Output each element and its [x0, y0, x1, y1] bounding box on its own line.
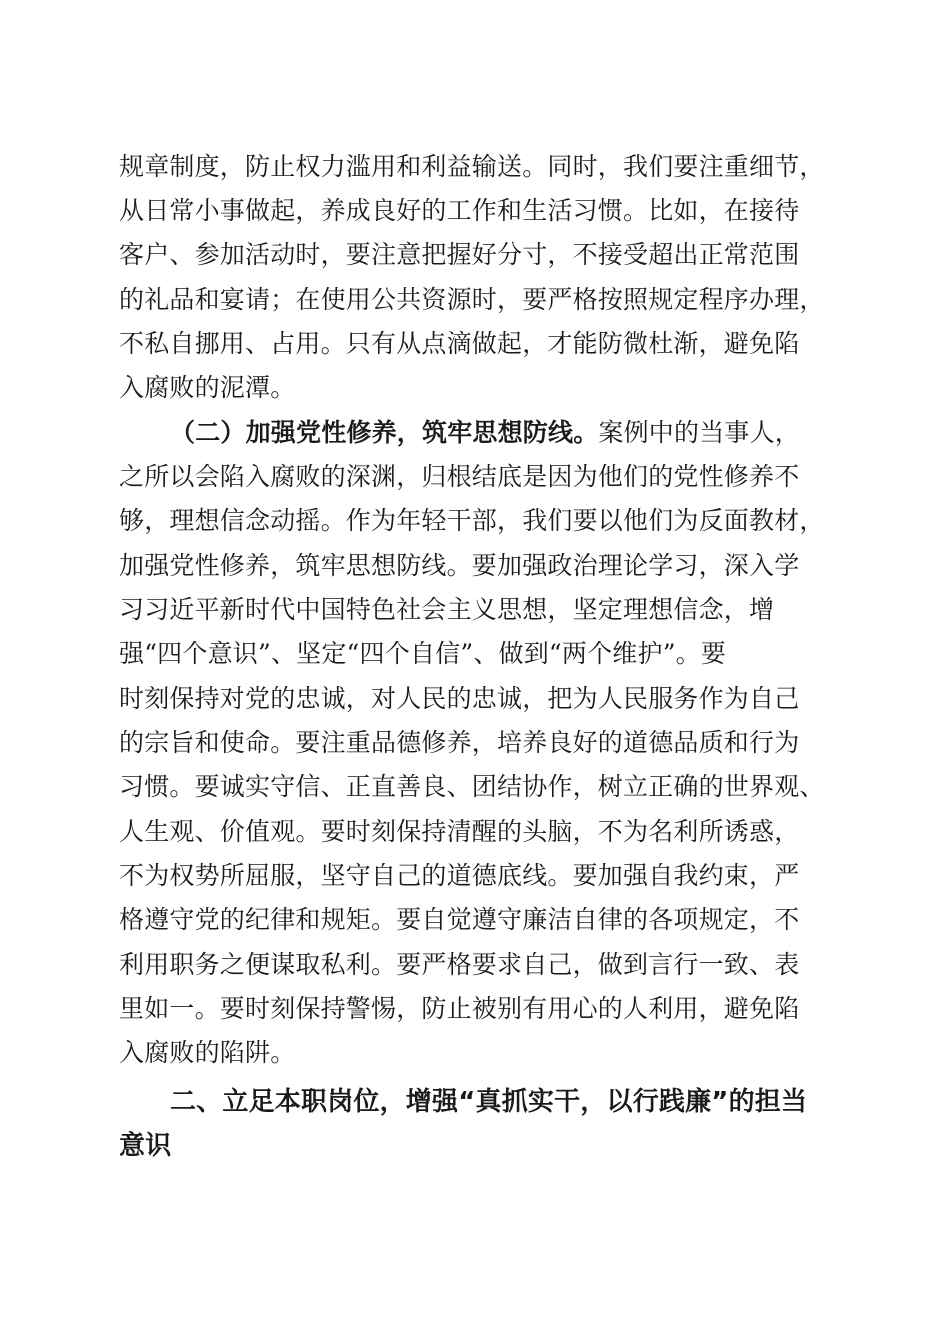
section-heading-line: 意识	[119, 1131, 172, 1161]
paragraph-line: 习惯。要诚实守信、正直善良、团结协作，树立正确的世界观、	[119, 772, 825, 801]
paragraph-line: 的礼品和宴请；在使用公共资源时，要严格按照规定程序办理，	[119, 285, 825, 314]
paragraph-first-line	[170, 416, 800, 450]
paragraph-line: 够，理想信念动摇。作为年轻干部，我们要以他们为反面教材，	[119, 506, 825, 535]
paragraph-line: 强“四个意识”、坚定“四个自信”、做到“两个维护”。要	[119, 639, 727, 668]
paragraph-line: 不私自挪用、占用。只有从点滴做起，才能防微杜渐，避免陷	[119, 329, 800, 358]
paragraph-line: 入腐败的泥潭。	[119, 373, 296, 402]
paragraph-line: 习习近平新时代中国特色社会主义思想，坚定理想信念，增	[119, 595, 775, 624]
paragraph-line: 之所以会陷入腐败的深渊，归根结底是因为他们的党性修养不	[119, 462, 800, 491]
paragraph-line: 加强党性修养，筑牢思想防线。要加强政治理论学习，深入学	[119, 551, 800, 580]
paragraph-line: 从日常小事做起，养成良好的工作和生活习惯。比如，在接待	[119, 196, 800, 225]
section-subheading: （二）加强党性修养，筑牢思想防线。	[170, 418, 599, 447]
paragraph-line: 里如一。要时刻保持警惕，防止被别有用心的人利用，避免陷	[119, 994, 800, 1023]
paragraph-line: 的宗旨和使命。要注重品德修养，培养良好的道德品质和行为	[119, 728, 800, 757]
paragraph-line: 人生观、价值观。要时刻保持清醒的头脑，不为名利所诱惑，	[119, 817, 800, 846]
paragraph-line: 规章制度，防止权力滥用和利益输送。同时，我们要注重细节，	[119, 152, 825, 181]
section-heading-line: 二、立足本职岗位，增强“真抓实干，以行践廉”的担当	[170, 1087, 808, 1117]
paragraph-line: 客户、参加活动时，要注意把握好分寸，不接受超出正常范围	[119, 240, 800, 269]
paragraph-line: 时刻保持对党的忠诚，对人民的忠诚，把为人民服务作为自己	[119, 684, 800, 713]
paragraph-line: 入腐败的陷阱。	[119, 1038, 296, 1067]
paragraph-line: 不为权势所屈服，坚守自己的道德底线。要加强自我约束，严	[119, 861, 800, 890]
paragraph-line: 利用职务之便谋取私利。要严格要求自己，做到言行一致、表	[119, 950, 800, 979]
paragraph-line: 格遵守党的纪律和规矩。要自觉遵守廉洁自律的各项规定，不	[119, 905, 800, 934]
paragraph-text: 案例中的当事人，	[598, 418, 801, 447]
